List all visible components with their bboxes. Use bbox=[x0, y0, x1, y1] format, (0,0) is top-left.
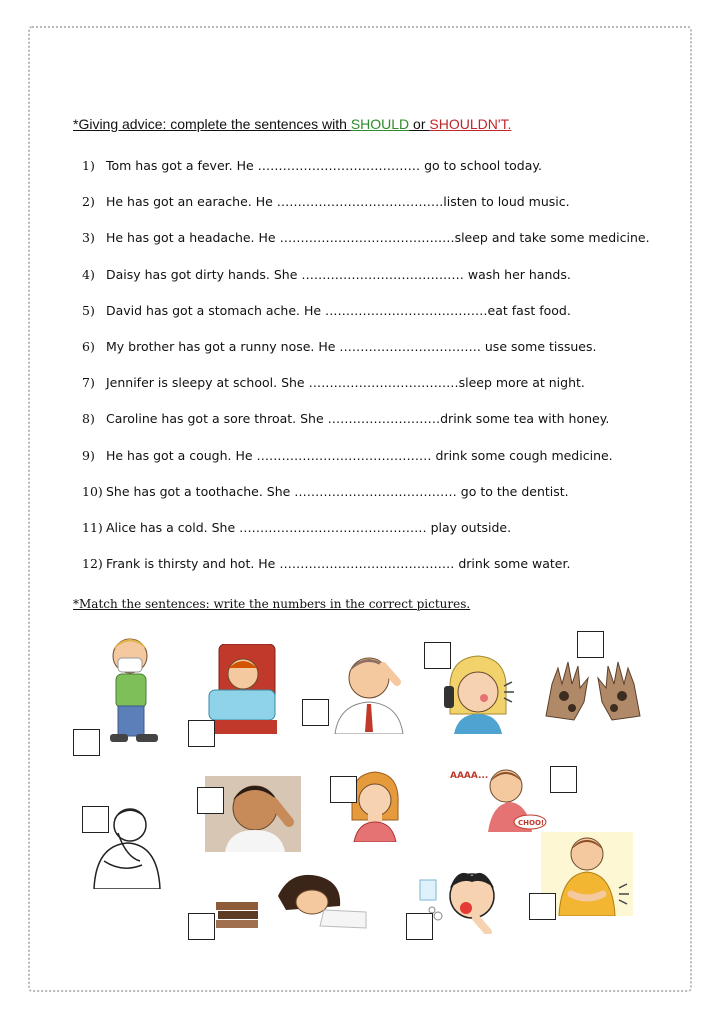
sentence-text: He has got an earache. He ………………………………….listen to loud music. bbox=[105, 194, 570, 210]
title-prefix: *Giving advice: complete the sentences with bbox=[73, 116, 351, 132]
sentence-text: Frank is thirsty and hot. He …………………………………… drink some water. bbox=[105, 556, 571, 572]
answer-box-11[interactable] bbox=[188, 913, 215, 940]
girl-sleeping-on-books-picture bbox=[216, 866, 368, 936]
sentence-11[interactable] bbox=[82, 518, 650, 554]
girl-earache-phone-picture bbox=[440, 652, 516, 734]
answer-box-5[interactable] bbox=[577, 631, 604, 658]
answer-box-8[interactable] bbox=[330, 776, 357, 803]
sentence-text: Alice has a cold. She ……………………………………… play outside. bbox=[105, 519, 512, 535]
sentence-1[interactable] bbox=[82, 156, 650, 192]
sentence-number: 2) bbox=[82, 194, 95, 210]
sentence-3[interactable] bbox=[82, 228, 650, 264]
title-shouldnt: SHOULDN'T. bbox=[429, 116, 512, 132]
man-headache-picture bbox=[325, 648, 413, 734]
sentence-text: Tom has got a fever. He ………………………………… go to school today. bbox=[105, 158, 542, 173]
answer-box-10[interactable] bbox=[529, 893, 556, 920]
sentence-number: 12) bbox=[82, 556, 103, 572]
sentence-number: 6) bbox=[82, 338, 95, 354]
exercise-title bbox=[73, 116, 511, 132]
boy-sick-in-bed-picture bbox=[205, 644, 277, 736]
sentence-12[interactable] bbox=[82, 554, 650, 590]
boy-blowing-nose-picture bbox=[96, 628, 168, 750]
sentence-text: He has got a cough. He …………………………………… drink some cough medicine. bbox=[105, 447, 613, 463]
answer-box-6[interactable] bbox=[82, 806, 109, 833]
answer-box-9[interactable] bbox=[550, 766, 577, 793]
sentence-9[interactable] bbox=[82, 446, 650, 482]
answer-box-3[interactable] bbox=[302, 699, 329, 726]
sentence-list bbox=[82, 156, 650, 590]
answer-box-2[interactable] bbox=[188, 720, 215, 747]
sentence-text: She has got a toothache. She ………………………………… go to the dentist. bbox=[105, 483, 569, 499]
boy-sneezing-picture bbox=[448, 764, 548, 832]
title-or: or bbox=[409, 116, 430, 132]
sentence-text: My brother has got a runny nose. He ……………………………. use some tissues. bbox=[105, 338, 597, 354]
sentence-number: 9) bbox=[82, 447, 95, 463]
sentence-number: 3) bbox=[82, 230, 95, 246]
sentence-text: Jennifer is sleepy at school. She ………………………………sleep more at night. bbox=[105, 375, 585, 391]
sentence-10[interactable] bbox=[82, 482, 650, 518]
sentence-5[interactable] bbox=[82, 301, 650, 337]
sentence-number: 11) bbox=[82, 519, 103, 535]
sentence-text: Caroline has got a sore throat. She ………………………drink some tea with honey. bbox=[105, 411, 610, 427]
sentence-text: He has got a headache. He ……………………………………sleep and take some medicine. bbox=[105, 230, 650, 246]
choo-text: CHOO! bbox=[518, 819, 545, 827]
answer-box-1[interactable] bbox=[73, 729, 100, 756]
answer-box-4[interactable] bbox=[424, 642, 451, 669]
sentence-number: 10) bbox=[82, 483, 103, 499]
sentence-2[interactable] bbox=[82, 192, 650, 228]
sentence-number: 5) bbox=[82, 302, 95, 318]
sentence-number: 7) bbox=[82, 375, 95, 391]
sentence-7[interactable] bbox=[82, 373, 650, 409]
answer-box-12[interactable] bbox=[406, 913, 433, 940]
sentence-text: Daisy has got dirty hands. She ………………………………… wash her hands. bbox=[105, 266, 571, 282]
title-should: SHOULD bbox=[350, 116, 410, 132]
sentence-number: 4) bbox=[82, 266, 95, 282]
sentence-number: 1) bbox=[82, 158, 95, 173]
sentence-4[interactable] bbox=[82, 265, 650, 301]
dirty-hands-picture bbox=[538, 658, 648, 724]
sneeze-text: AAAA... bbox=[450, 771, 489, 781]
sentence-6[interactable] bbox=[82, 337, 650, 373]
answer-box-7[interactable] bbox=[197, 787, 224, 814]
sentence-text: David has got a stomach ache. He …………………………………eat fast food. bbox=[105, 302, 571, 318]
match-title: *Match the sentences: write the numbers in the correct pictures. bbox=[73, 597, 471, 611]
sentence-number: 8) bbox=[82, 411, 95, 427]
sentence-8[interactable] bbox=[82, 409, 650, 445]
